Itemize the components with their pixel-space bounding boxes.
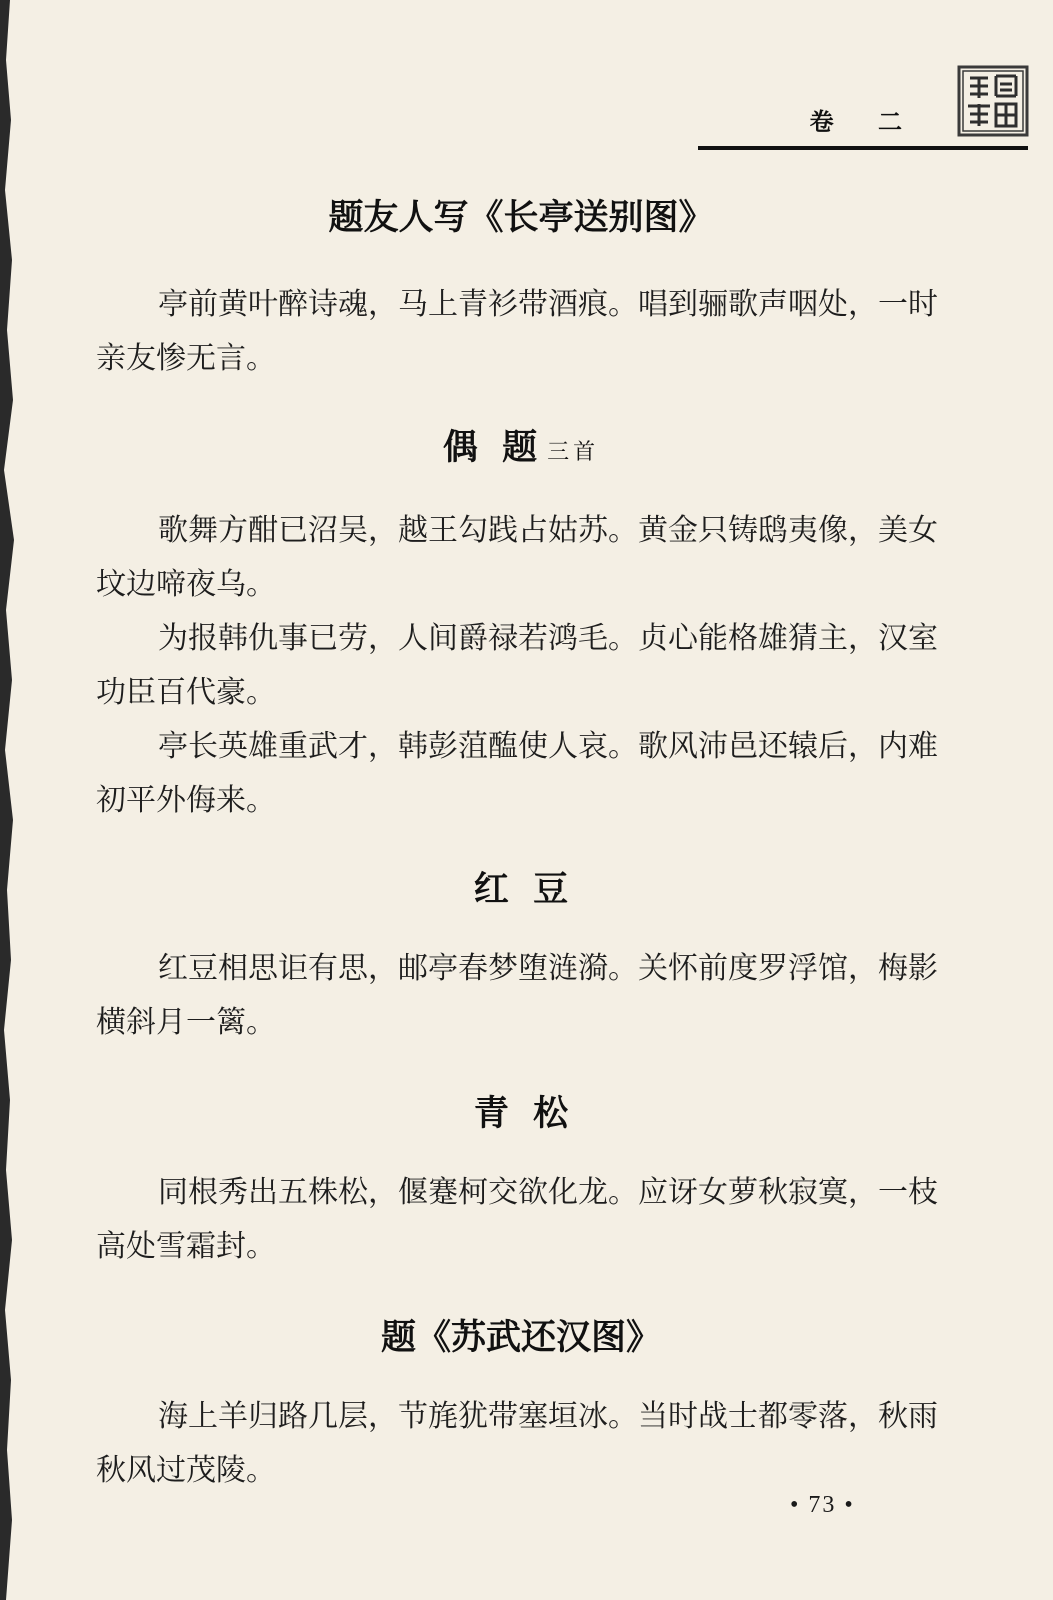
poem-text: 海上羊归路几层，节旄犹带塞垣冰。当时战士都零落，秋雨秋风过茂陵。	[96, 1399, 938, 1488]
poem-title-text: 青 松	[473, 1094, 569, 1134]
poem-subtitle: 三首	[547, 440, 600, 465]
poem-text: 歌舞方酣已沼吴，越王勾践占姑苏。黄金只铸鸱夷像，美女坟边啼夜乌。	[96, 513, 938, 602]
poem-collection	[96, 190, 946, 1498]
poem-title-text: 红 豆	[473, 870, 569, 910]
poem-title-text: 题友人写《长亭送别图》	[328, 198, 714, 238]
section-label: 卷 二	[809, 108, 920, 136]
torn-page-edge	[0, 0, 16, 1600]
poem-text: 红豆相思讵有思，邮亭春梦堕涟漪。关怀前度罗浮馆，梅影横斜月一篱。	[96, 951, 938, 1040]
poem-title-text: 题《苏武还汉图》	[380, 1318, 661, 1358]
poem-text: 亭前黄叶醉诗魂，马上青衫带酒痕。唱到骊歌声咽处，一时亲友惨无言。	[96, 287, 938, 376]
poem-title-text: 偶 题	[442, 428, 538, 468]
header-rule	[698, 146, 1028, 150]
poem-text: 亭长英雄重武才，韩彭菹醢使人哀。歌风沛邑还辕后，内难初平外侮来。	[96, 729, 938, 818]
poem-title	[96, 1086, 946, 1136]
poem-title	[96, 1310, 946, 1360]
poem-title	[96, 862, 946, 912]
poem-text: 为报韩仇事已劳，人间爵禄若鸿毛。贞心能格雄猜主，汉室功臣百代豪。	[96, 621, 938, 710]
running-header	[700, 60, 1030, 160]
page-number: • 73 •	[790, 1492, 855, 1518]
poem-title	[96, 420, 946, 470]
poem-title	[96, 190, 946, 240]
seal-stamp-icon	[956, 64, 1030, 138]
poem-text: 同根秀出五株松，偃蹇柯交欲化龙。应讶女萝秋寂寞，一枝高处雪霜封。	[96, 1175, 938, 1264]
